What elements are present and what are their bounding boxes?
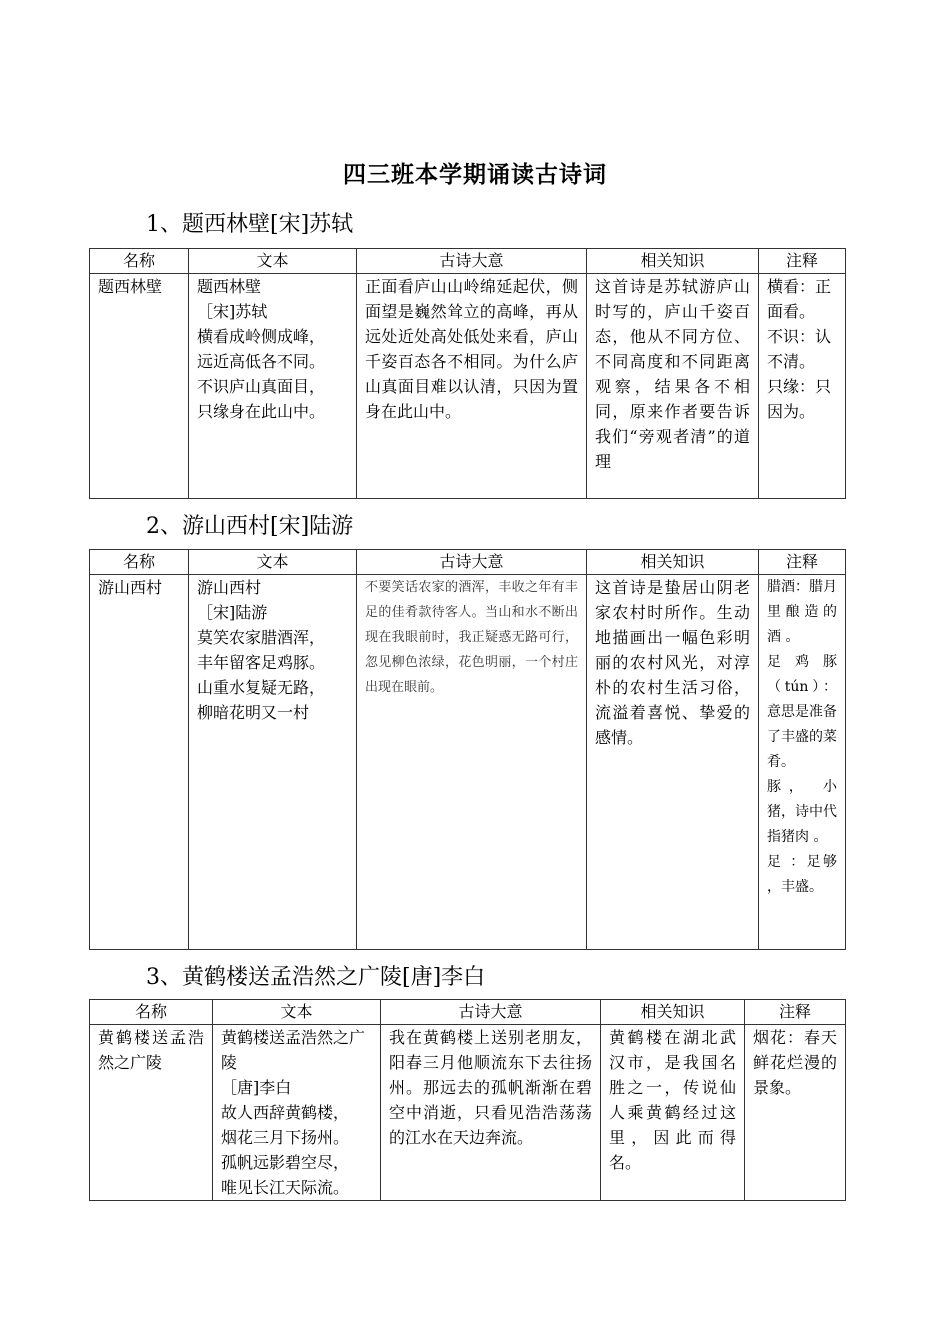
col-header-text: 文本 (189, 249, 357, 274)
poem-meaning-cell: 不要笑话农家的酒浑，丰收之年有丰足的佳肴款待客人。当山和水不断出现在我眼前时，我正疑惑无路可行，忽见柳色浓绿，花色明丽，一个村庄出现在眼前。 (357, 575, 587, 950)
table-row (90, 274, 846, 499)
table-header-row (90, 249, 846, 274)
col-header-text: 文本 (189, 550, 357, 575)
poem-text-line: 只缘身在此山中。 (197, 402, 326, 421)
poem-text-line: 柳暗花明又一村 (197, 703, 310, 722)
poem-text-line: 游山西村 (197, 578, 262, 597)
poem-text-line: 莫笑农家腊酒浑， (197, 628, 326, 647)
poem-text-line: 远近高低各不同。 (197, 352, 326, 371)
col-header-text: 文本 (213, 1000, 381, 1025)
poem-notes-cell (759, 274, 846, 499)
poem-heading-3: 3、黄鹤楼送孟浩然之广陵[唐]李白 (146, 965, 486, 990)
poem-name-cell: 黄鹤楼送孟浩然之广陵 (90, 1025, 213, 1201)
poem-text-line: 丰年留客足鸡豚。 (197, 653, 326, 672)
poem-name-cell: 游山西村 (90, 575, 189, 950)
table-row (90, 1025, 846, 1201)
poem-text-line: 故人西辞黄鹤楼， (221, 1103, 350, 1122)
page-title: 四三班本学期诵读古诗词 (343, 161, 607, 188)
note-item: 横看：正面看。 (767, 277, 832, 321)
poem-text-line: ［唐]李白 (221, 1078, 292, 1097)
note-item: 腊酒：腊月里酿造的 酒 。 (767, 579, 837, 645)
table-header-row (90, 550, 846, 575)
col-header-meaning: 古诗大意 (381, 1000, 601, 1025)
poem-text-line: 唯见长江天际流。 (221, 1178, 350, 1197)
poem-text-cell (213, 1025, 381, 1201)
col-header-notes: 注释 (759, 249, 846, 274)
poem-table-3 (89, 999, 846, 1201)
poem-heading-2: 2、游山西村[宋]陆游 (146, 514, 354, 539)
col-header-name: 名称 (90, 1000, 213, 1025)
poem-text-line: 山重水复疑无路， (197, 678, 326, 697)
poem-text-cell (189, 575, 357, 950)
poem-knowledge-cell: 这首诗是苏轼游庐山时写的，庐山千姿百态，他从不同方位、不同高度和不同距离观察，结果各不相同，原来作者要告诉我们“旁观者清”的道理 (587, 274, 759, 499)
poem-text-line: 孤帆远影碧空尽， (221, 1153, 350, 1172)
col-header-knowledge: 相关知识 (601, 1000, 745, 1025)
col-header-knowledge: 相关知识 (587, 249, 759, 274)
poem-text-line: 横看成岭侧成峰， (197, 327, 326, 346)
col-header-notes: 注释 (745, 1000, 846, 1025)
poem-knowledge-cell: 这首诗是蛰居山阴老家农村时所作。生动地描画出一幅色彩明丽的农村风光，对淳朴的农村生活习俗，流溢着喜悦、挚爱的感情。 (587, 575, 759, 950)
table-row (90, 575, 846, 950)
note-item: 不识：认不清。 (767, 327, 832, 371)
poem-notes-cell (745, 1025, 846, 1201)
table-header-row (90, 1000, 846, 1025)
poem-text-line: 题西林壁 (197, 277, 262, 296)
poem-text-line: 烟花三月下扬州。 (221, 1128, 350, 1147)
note-item: 足 ：足够 ，丰盛。 (767, 854, 837, 895)
note-item: 烟花：春天鲜花烂漫的景象。 (753, 1028, 837, 1097)
col-header-meaning: 古诗大意 (357, 550, 587, 575)
col-header-name: 名称 (90, 550, 189, 575)
col-header-notes: 注释 (759, 550, 846, 575)
poem-table-1 (89, 248, 846, 499)
col-header-name: 名称 (90, 249, 189, 274)
note-item: 足鸡豚（tún）：意思是准备了丰盛的菜肴。 (767, 654, 837, 770)
poem-meaning-cell: 我在黄鹤楼上送别老朋友，阳春三月他顺流东下去往扬州。那远去的孤帆渐渐在碧空中消逝，只看见浩浩荡荡的江水在天边奔流。 (381, 1025, 601, 1201)
poem-text-line: 黄鹤楼送孟浩然之广陵 (221, 1028, 366, 1072)
col-header-meaning: 古诗大意 (357, 249, 587, 274)
note-item: 豚， 小猪，诗中代指猪肉 。 (767, 779, 837, 845)
poem-knowledge-cell: 黄鹤楼在湖北武汉市，是我国名胜之一，传说仙人乘黄鹤经过这里，因此而得名。 (601, 1025, 745, 1201)
poem-notes-cell (759, 575, 846, 950)
poem-name-cell: 题西林壁 (90, 274, 189, 499)
poem-text-line: 不识庐山真面目， (197, 377, 326, 396)
col-header-knowledge: 相关知识 (587, 550, 759, 575)
note-item: 只缘：只因为。 (767, 377, 832, 421)
poem-text-line: ［宋]陆游 (197, 603, 268, 622)
poem-text-cell (189, 274, 357, 499)
poem-meaning-cell: 正面看庐山山岭绵延起伏，侧面望是巍然耸立的高峰，再从远处近处高处低处来看，庐山千姿百态各不相同。为什么庐山真面目难以认清，只因为置身在此山中。 (357, 274, 587, 499)
poem-text-line: ［宋]苏轼 (197, 302, 268, 321)
poem-heading-1: 1、题西林壁[宋]苏轼 (146, 212, 354, 237)
poem-table-2 (89, 549, 846, 950)
